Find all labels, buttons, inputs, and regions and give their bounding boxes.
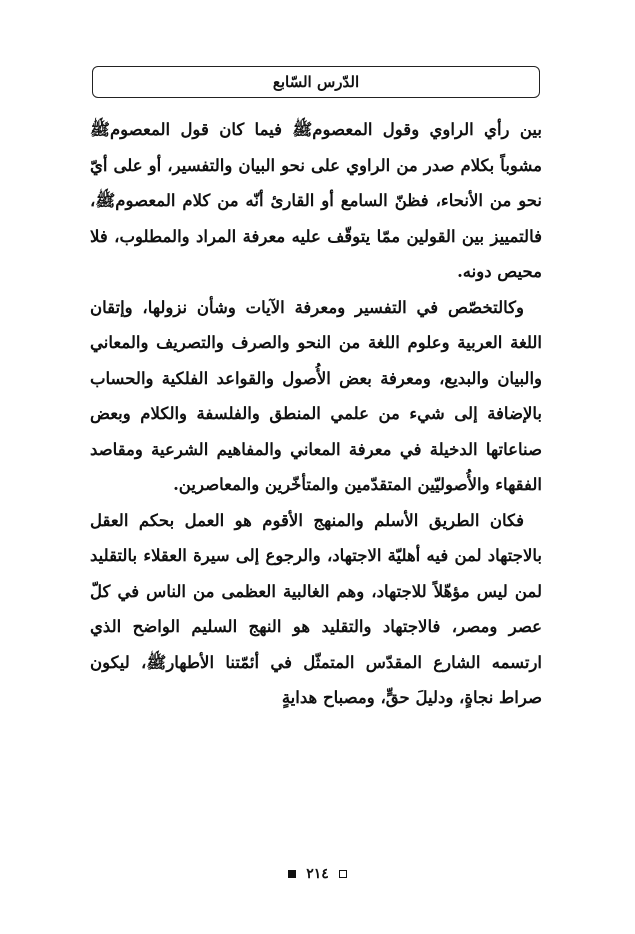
paragraph-1: بين رأي الراوي وقول المعصوم‏‎ﷺ‏ فيما كان قول المعصوم‏‎ﷺ‏ مشوباً بكلام صدر من الراوي على نحو البيان والتفسير، أو على أيّ نحو من الأنحاء، فظنّ السامع أو القارئ أنّه من كلام المعصوم‏‎ﷺ‏، فالتمييز بين القولين ممّا يتوقّف عليه معرفة المراد والمطلوب، فلا محيص دونه. <box>90 120 542 281</box>
page-footer <box>0 864 635 884</box>
paragraph-3: فكان الطريق الأسلم والمنهج الأقوم هو العمل بحكم العقل بالاجتهاد لمن فيه أهليّة الاجتهاد، والرجوع إلى سيرة العقلاء بالتقليد لمن ليس مؤهّلاً للاجتهاد، وهم الغالبية العظمى من الناس في كلّ عصر ومصر، فالاجتهاد والتقليد هو النهج السليم الواضح الذي ارتسمه الشارع المقدّس المتمثّل في أئمّتنا الأطهار‏‎ﷺ‏، ليكون صراط نجاةٍ، ودليلَ حقٍّ، ومصباح هدايةٍ <box>90 510 542 707</box>
paragraph-2: وكالتخصّص في التفسير ومعرفة الآيات وشأن نزولها، وإتقان اللغة العربية وعلوم اللغة من النحو والصرف والتصريف والمعاني والبيان والبديع، ومعرفة بعض الأُصول والقواعد الفلكية والحساب بالإضافة إلى شيء من علمي المنطق والفلسفة والكلام وبعض صناعاتها الدخيلة في معرفة المعاني والمفاهيم الشرعية ومقاصد الفقهاء والأُصوليّين المتقدّمين والمتأخّرين والمعاصرين. <box>90 297 542 494</box>
page-number: ٢١٤ <box>306 866 329 882</box>
body-text <box>90 112 542 716</box>
filled-square-icon <box>288 870 296 878</box>
chapter-header-box <box>92 66 540 98</box>
outline-square-icon <box>339 870 347 878</box>
chapter-title: الدّرس السّابع <box>272 73 360 91</box>
